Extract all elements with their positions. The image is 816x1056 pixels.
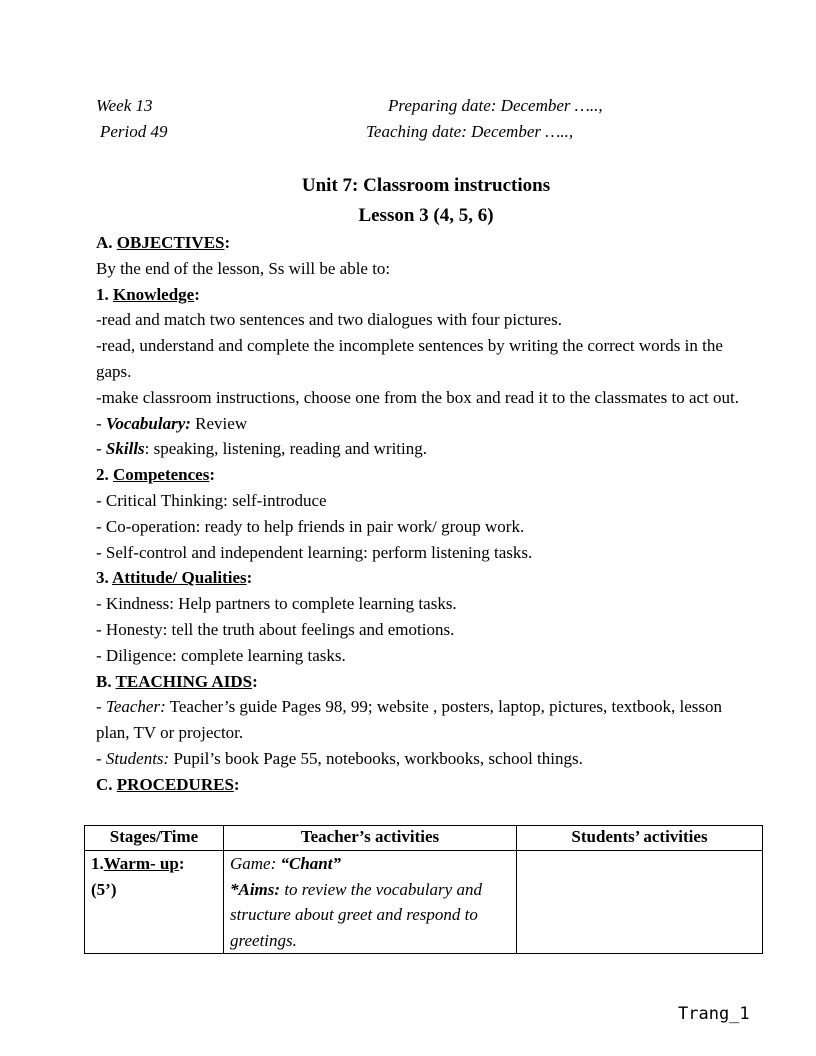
game-line: Game: “Chant” xyxy=(230,854,341,873)
teacher-aids: - Teacher: Teacher’s guide Pages 98, 99; website , posters, laptop, pictures, textbook, lesson plan, TV or projector. xyxy=(96,697,722,743)
table-row xyxy=(85,851,763,954)
unit-title: Unit 7: Classroom instructions xyxy=(301,175,551,196)
competence-item: - Critical Thinking: self-introduce xyxy=(96,490,327,510)
competence-item: - Co-operation: ready to help friends in pair work/ group work. xyxy=(96,516,525,536)
stage-cell xyxy=(85,851,224,954)
knowledge-item: -read, understand and complete the incomplete sentences by writing the correct words in the gaps. xyxy=(96,336,723,381)
competence-item: - Self-control and independent learning: perform listening tasks. xyxy=(96,542,533,562)
header-students: Students’ activities xyxy=(517,826,763,851)
knowledge-item: -make classroom instructions, choose one from the box and read it to the classmates to act out. xyxy=(96,387,739,407)
lesson-body xyxy=(96,230,756,798)
competences-heading: 2. Competences: xyxy=(96,465,215,485)
knowledge-heading: 1. Knowledge: xyxy=(96,284,200,304)
qualities-heading: 3. Attitude/ Qualities: xyxy=(96,568,253,588)
objectives-intro: By the end of the lesson, Ss will be able to: xyxy=(96,258,391,278)
knowledge-item: -read and match two sentences and two dialogues with four pictures. xyxy=(96,310,562,330)
header-teacher: Teacher’s activities xyxy=(224,826,517,851)
vocabulary-line: - Vocabulary: Review xyxy=(96,413,248,433)
procedures-table xyxy=(84,825,763,954)
header-stages: Stages/Time xyxy=(85,826,224,851)
stage-name: 1.Warm- up: xyxy=(91,854,185,873)
preparing-date: Preparing date: December ….., xyxy=(388,96,603,115)
aims-line: *Aims: to review the vocabulary and structure about greet and respond to greetings. xyxy=(230,879,482,950)
stage-time: (5’) xyxy=(91,879,117,899)
teaching-aids-heading: B. TEACHING AIDS: xyxy=(96,671,258,691)
skills-line: - Skills: speaking, listening, reading and writing. xyxy=(96,439,428,459)
student-aids: - Students: Pupil’s book Page 55, notebooks, workbooks, school things. xyxy=(96,748,583,768)
lesson-title: Lesson 3 (4, 5, 6) xyxy=(358,205,494,226)
teacher-cell xyxy=(224,851,517,954)
week-label: Week 13 xyxy=(96,96,153,115)
objectives-heading: A. OBJECTIVES: xyxy=(96,233,231,252)
period-label: Period 49 xyxy=(100,122,168,141)
quality-item: - Kindness: Help partners to complete learning tasks. xyxy=(96,594,457,614)
page-number: Trang_1 xyxy=(678,1004,750,1024)
teaching-date: Teaching date: December ….., xyxy=(366,122,574,141)
students-cell xyxy=(517,851,763,954)
quality-item: - Diligence: complete learning tasks. xyxy=(96,645,346,665)
procedures-heading: C. PROCEDURES: xyxy=(96,774,240,794)
table-header-row xyxy=(85,826,763,851)
quality-item: - Honesty: tell the truth about feelings and emotions. xyxy=(96,619,455,639)
